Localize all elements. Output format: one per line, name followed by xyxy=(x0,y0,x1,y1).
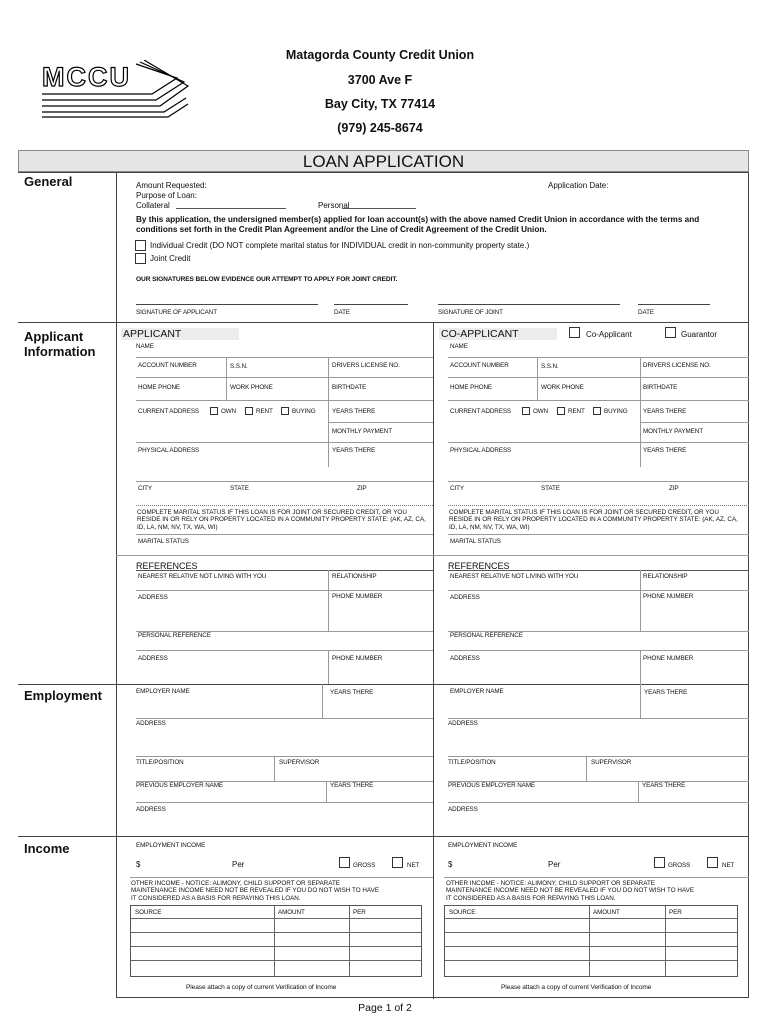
joint-credit-checkbox[interactable] xyxy=(135,253,146,264)
joint-credit-label: Joint Credit xyxy=(150,254,191,263)
logo-text: MCCU xyxy=(42,62,131,92)
name-label: NAME xyxy=(136,343,154,350)
org-address-1: 3700 Ave F xyxy=(347,73,413,87)
account-number-label: ACCOUNT NUMBER xyxy=(138,362,197,369)
co-drivers-license-label: DRIVERS LICENSE NO. xyxy=(643,362,711,369)
phone-number-label: PHONE NUMBER xyxy=(332,593,383,600)
co-source-header: SOURCE xyxy=(449,909,476,916)
other-income-note: OTHER INCOME - NOTICE: ALIMONY, CHILD SUPPORT OR SEPARATE MAINTENANCE INCOME NEED NOT BE REVEALED IF YOU DO NOT WISH TO HAVE IT CONSIDERED AS A BASIS FOR REPAYING THIS LOAN. xyxy=(131,880,380,902)
co-previous-employer-label: PREVIOUS EMPLOYER NAME xyxy=(448,782,536,789)
co-buying-label: BUYING xyxy=(604,408,628,415)
prev-years-there-label: YEARS THERE xyxy=(330,782,374,789)
attach-note: Please attach a copy of current Verification of Income xyxy=(186,984,337,991)
co-years-there-label: YEARS THERE xyxy=(643,408,687,415)
section-applicant-info: Applicant Information xyxy=(24,329,96,359)
date2-label: DATE xyxy=(638,309,654,316)
co-relationship-label: RELATIONSHIP xyxy=(643,573,688,580)
co-nearest-relative-label: NEAREST RELATIVE NOT LIVING WITH YOU xyxy=(450,573,579,580)
marital-status-label: MARITAL STATUS xyxy=(138,538,189,545)
co-city-label: CITY xyxy=(450,485,464,492)
years-there-label-2: YEARS THERE xyxy=(332,447,376,454)
individual-credit-checkbox[interactable] xyxy=(135,240,146,251)
per-header: PER xyxy=(353,909,366,916)
birthdate-label: BIRTHDATE xyxy=(332,384,367,391)
net-checkbox[interactable] xyxy=(392,857,403,868)
co-prev-years-there-label: YEARS THERE xyxy=(642,782,686,789)
co-attach-note: Please attach a copy of current Verification of Income xyxy=(501,984,652,991)
ref-phone-label: PHONE NUMBER xyxy=(332,655,383,662)
rent-checkbox[interactable] xyxy=(245,407,253,415)
co-per-label: Per xyxy=(548,860,561,869)
co-per-header: PER xyxy=(669,909,682,916)
supervisor-label: SUPERVISOR xyxy=(279,759,320,766)
co-buying-checkbox[interactable] xyxy=(593,407,601,415)
co-monthly-payment-label: MONTHLY PAYMENT xyxy=(643,428,703,435)
co-applicant-checkbox[interactable] xyxy=(569,327,580,338)
co-ssn-label: S.S.N. xyxy=(541,363,559,370)
co-employment-income-label: EMPLOYMENT INCOME xyxy=(448,842,518,849)
co-emp-years-there-label: YEARS THERE xyxy=(644,689,688,696)
monthly-payment-label: MONTHLY PAYMENT xyxy=(332,428,392,435)
logo-chevron-icon xyxy=(40,60,190,118)
current-address-label: CURRENT ADDRESS xyxy=(138,408,200,415)
co-income-table xyxy=(444,905,738,977)
co-physical-address-label: PHYSICAL ADDRESS xyxy=(450,447,512,454)
section-income: Income xyxy=(24,841,70,856)
individual-credit-label: Individual Credit (DO NOT complete marital status for INDIVIDUAL credit in non-community property state.) xyxy=(150,241,530,250)
co-phone-number-label: PHONE NUMBER xyxy=(643,593,694,600)
page-title: LOAN APPLICATION xyxy=(18,150,749,172)
amount-requested-label: Amount Requested: xyxy=(136,181,207,190)
co-account-number-label: ACCOUNT NUMBER xyxy=(450,362,509,369)
date1-line[interactable] xyxy=(334,304,408,305)
emp-years-there-label: YEARS THERE xyxy=(330,689,374,696)
co-personal-reference-label: PERSONAL REFERENCE xyxy=(450,632,523,639)
collateral-input[interactable] xyxy=(176,208,286,209)
guarantor-checkbox[interactable] xyxy=(665,327,676,338)
employer-name-label: EMPLOYER NAME xyxy=(136,688,190,695)
co-current-address-label: CURRENT ADDRESS xyxy=(450,408,512,415)
own-label: OWN xyxy=(221,408,237,415)
gross-label: GROSS xyxy=(353,862,376,869)
co-other-income-note: OTHER INCOME - NOTICE: ALIMONY, CHILD SUPPORT OR SEPARATE MAINTENANCE INCOME NEED NOT BE REVEALED IF YOU DO NOT WISH TO HAVE IT CONSIDERED AS A BASIS FOR REPAYING THIS LOAN. xyxy=(446,880,695,902)
personal-label: Personal xyxy=(318,201,350,210)
amount-header: AMOUNT xyxy=(278,909,305,916)
co-employer-name-label: EMPLOYER NAME xyxy=(450,688,504,695)
co-rent-checkbox[interactable] xyxy=(557,407,565,415)
applicant-header: APPLICANT xyxy=(121,328,239,340)
co-gross-label: GROSS xyxy=(668,862,691,869)
co-emp-address-label: ADDRESS xyxy=(448,720,478,727)
co-marital-status-label: MARITAL STATUS xyxy=(450,538,501,545)
co-ref-address-label: ADDRESS xyxy=(450,655,480,662)
co-supervisor-label: SUPERVISOR xyxy=(591,759,632,766)
co-state-label: STATE xyxy=(541,485,560,492)
co-references-header: REFERENCES xyxy=(448,561,510,571)
ssn-label: S.S.N. xyxy=(230,363,248,370)
relationship-label: RELATIONSHIP xyxy=(332,573,377,580)
previous-employer-label: PREVIOUS EMPLOYER NAME xyxy=(136,782,224,789)
physical-address-label: PHYSICAL ADDRESS xyxy=(138,447,200,454)
application-date-label: Application Date: xyxy=(548,181,609,190)
employment-income-label: EMPLOYMENT INCOME xyxy=(136,842,206,849)
emp-address-label: ADDRESS xyxy=(136,720,166,727)
sig-applicant-line[interactable] xyxy=(136,304,318,305)
address-label: ADDRESS xyxy=(138,594,168,601)
joint-note: OUR SIGNATURES BELOW EVIDENCE OUR ATTEMPT TO APPLY FOR JOINT CREDIT. xyxy=(136,276,398,283)
co-amount-header: AMOUNT xyxy=(593,909,620,916)
city-label: CITY xyxy=(138,485,152,492)
co-years-there-label-2: YEARS THERE xyxy=(643,447,687,454)
dollar-sign: $ xyxy=(136,860,141,869)
co-own-label: OWN xyxy=(533,408,549,415)
org-address-2: Bay City, TX 77414 xyxy=(324,97,436,111)
org-name: Matagorda County Credit Union xyxy=(285,48,475,62)
purpose-label: Purpose of Loan: xyxy=(136,191,197,200)
date1-label: DATE xyxy=(334,309,350,316)
drivers-license-label: DRIVERS LICENSE NO. xyxy=(332,362,400,369)
co-name-label: NAME xyxy=(450,343,468,350)
guarantor-option-label: Guarantor xyxy=(681,330,718,339)
page-number: Page 1 of 2 xyxy=(358,1002,412,1014)
own-checkbox[interactable] xyxy=(210,407,218,415)
ref-address-label: ADDRESS xyxy=(138,655,168,662)
co-net-label: NET xyxy=(722,862,735,869)
collateral-label: Collateral xyxy=(136,201,170,210)
section-general: General xyxy=(24,174,73,189)
co-zip-label: ZIP xyxy=(669,485,679,492)
per-label: Per xyxy=(232,860,245,869)
rent-label: RENT xyxy=(256,408,273,415)
co-address-label: ADDRESS xyxy=(450,594,480,601)
prev-address-label: ADDRESS xyxy=(136,806,166,813)
title-position-label: TITLE/POSITION xyxy=(136,759,184,766)
agreement-text: By this application, the undersigned member(s) applied for loan account(s) with the above named Credit Union in accordance with the terms and conditions set forth in the Credit Plan Agreement and/or the Line of Credit Agreement of the Credit Union. xyxy=(136,215,700,234)
personal-input[interactable] xyxy=(342,208,416,209)
source-header: SOURCE xyxy=(135,909,162,916)
work-phone-label: WORK PHONE xyxy=(230,384,273,391)
references-header: REFERENCES xyxy=(136,561,198,571)
sig-applicant-label: SIGNATURE OF APPLICANT xyxy=(136,309,217,316)
co-net-checkbox[interactable] xyxy=(707,857,718,868)
home-phone-label: HOME PHONE xyxy=(138,384,181,391)
nearest-relative-label: NEAREST RELATIVE NOT LIVING WITH YOU xyxy=(138,573,267,580)
co-home-phone-label: HOME PHONE xyxy=(450,384,493,391)
years-there-label: YEARS THERE xyxy=(332,408,376,415)
gross-checkbox[interactable] xyxy=(339,857,350,868)
section-employment: Employment xyxy=(24,688,103,703)
co-marital-note: COMPLETE MARITAL STATUS IF THIS LOAN IS FOR JOINT OR SECURED CREDIT, OR YOU RESIDE IN OR RELY ON PROPERTY LOCATED IN A COMMUNITY PROPERTY STATE: (AK, AZ, CA, ID, LA, NM, NV, TX, WA, WI) xyxy=(449,509,738,531)
co-applicant-option-label: Co-Applicant xyxy=(586,330,632,339)
marital-note: COMPLETE MARITAL STATUS IF THIS LOAN IS FOR JOINT OR SECURED CREDIT, OR YOU RESIDE IN OR RELY ON PROPERTY LOCATED IN A COMMUNITY PROPERTY STATE: (AK, AZ, CA, ID, LA, NM, NV, TX, WA, WI) xyxy=(137,509,426,531)
co-applicant-header: CO-APPLICANT xyxy=(439,328,557,340)
co-own-checkbox[interactable] xyxy=(522,407,530,415)
net-label: NET xyxy=(407,862,420,869)
zip-label: ZIP xyxy=(357,485,367,492)
co-gross-checkbox[interactable] xyxy=(654,857,665,868)
sig-joint-line[interactable] xyxy=(438,304,620,305)
co-birthdate-label: BIRTHDATE xyxy=(643,384,678,391)
personal-reference-label: PERSONAL REFERENCE xyxy=(138,632,211,639)
co-ref-phone-label: PHONE NUMBER xyxy=(643,655,694,662)
co-rent-label: RENT xyxy=(568,408,585,415)
org-phone: (979) 245-8674 xyxy=(337,121,423,135)
co-prev-address-label: ADDRESS xyxy=(448,806,478,813)
co-dollar-sign: $ xyxy=(448,860,453,869)
income-table xyxy=(130,905,422,977)
date2-line[interactable] xyxy=(638,304,710,305)
buying-label: BUYING xyxy=(292,408,316,415)
co-work-phone-label: WORK PHONE xyxy=(541,384,584,391)
sig-joint-label: SIGNATURE OF JOINT xyxy=(438,309,503,316)
state-label: STATE xyxy=(230,485,249,492)
co-title-position-label: TITLE/POSITION xyxy=(448,759,496,766)
buying-checkbox[interactable] xyxy=(281,407,289,415)
